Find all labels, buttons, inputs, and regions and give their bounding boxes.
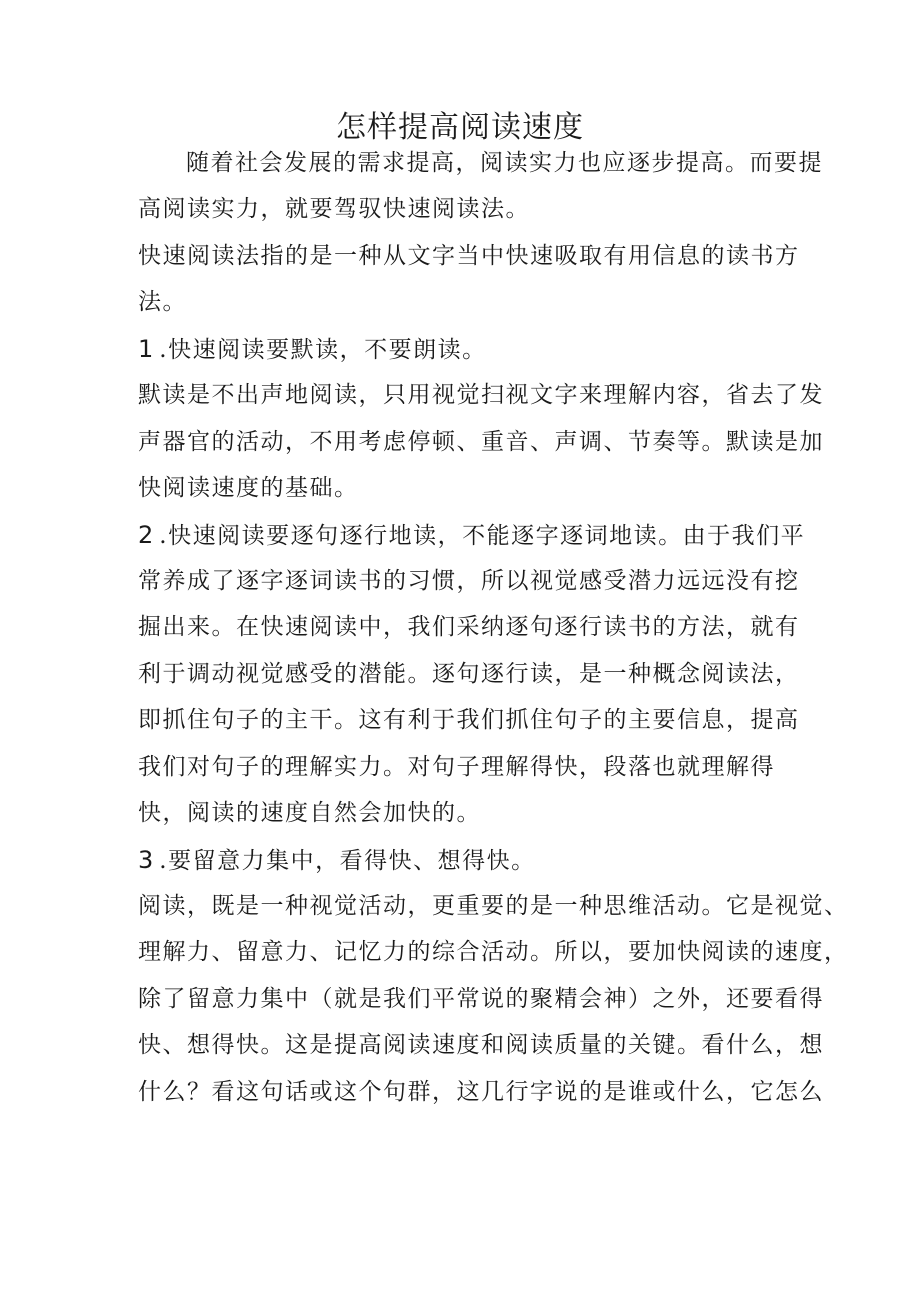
list-heading-2: [138, 512, 805, 559]
paragraph-line: 我们对句子的理解实力。对句子理解得快，段落也就理解得: [138, 754, 775, 780]
paragraph-line: 常养成了逐字逐词读书的习惯，所以视觉感受潜力远远没有挖: [138, 568, 800, 594]
paragraph-line: 快速阅读法指的是一种从文字当中快速吸取有用信息的读书方: [138, 243, 800, 269]
paragraph-line: 掘出来。在快速阅读中，我们采纳逐句逐行读书的方法，就有: [138, 614, 800, 640]
list-heading-3: [138, 837, 536, 884]
paragraph-line: 除了留意力集中（就是我们平常说的聚精会神）之外，还要看得: [138, 986, 824, 1012]
list-heading-text: .要留意力集中，看得快、想得快。: [159, 848, 536, 874]
list-number: 3: [138, 846, 154, 874]
paragraph-line: 法。: [138, 289, 187, 315]
list-heading-text: .快速阅读要默读，不要朗读。: [159, 337, 487, 363]
paragraph-line: 什么？看这句话或这个句群，这几行字说的是谁或什么，它怎么: [138, 1079, 824, 1105]
paragraph-line: 快阅读速度的基础。: [138, 475, 359, 501]
paragraph-line: 随着社会发展的需求提高，阅读实力也应逐步提高。而要提: [186, 150, 823, 176]
paragraph-line: 理解力、留意力、记忆力的综合活动。所以，要加快阅读的速度，: [138, 939, 849, 965]
paragraph-line: 利于调动视觉感受的潜能。逐句逐行读，是一种概念阅读法，: [138, 661, 800, 687]
paragraph-line: 声器官的活动，不用考虑停顿、重音、声调、节奏等。默读是加: [138, 429, 824, 455]
list-heading-text: .快速阅读要逐句逐行地读，不能逐字逐词地读。由于我们平: [159, 523, 806, 549]
document-title: 怎样提高阅读速度: [336, 110, 584, 145]
paragraph-line: 即抓住句子的主干。这有利于我们抓住句子的主要信息，提高: [138, 707, 800, 733]
paragraph-line: 高阅读实力，就要驾驭快速阅读法。: [138, 196, 530, 222]
list-number: 2: [138, 521, 154, 549]
paragraph-line: 快、想得快。这是提高阅读速度和阅读质量的关键。看什么，想: [138, 1032, 824, 1058]
paragraph-line: 快，阅读的速度自然会加快的。: [138, 800, 481, 826]
list-heading-1: [138, 326, 487, 373]
paragraph-line: 阅读，既是一种视觉活动，更重要的是一种思维活动。它是视觉、: [138, 893, 849, 919]
paragraph-line: 默读是不出声地阅读，只用视觉扫视文字来理解内容，省去了发: [138, 382, 824, 408]
list-number: 1: [138, 335, 154, 363]
